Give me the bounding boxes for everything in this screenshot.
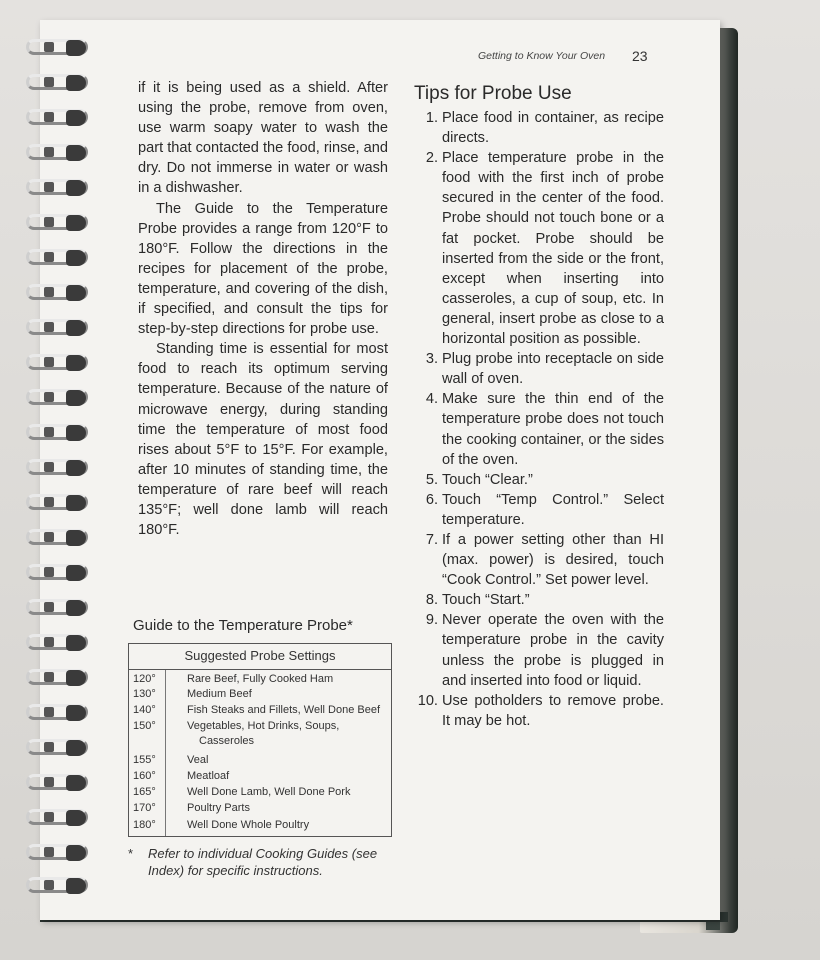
tip-text: Plug probe into receptacle on side wall of oven. bbox=[442, 351, 664, 388]
spiral-coil bbox=[18, 596, 98, 618]
food-cell-continued: Casseroles bbox=[199, 735, 255, 747]
tip-item bbox=[414, 610, 664, 690]
spiral-binding bbox=[18, 36, 98, 896]
spiral-coil bbox=[18, 351, 98, 373]
spiral-coil bbox=[18, 806, 98, 828]
tip-item bbox=[414, 148, 664, 349]
food-cell: Poultry Parts bbox=[187, 802, 250, 814]
tip-number: 10. bbox=[417, 692, 438, 709]
left-column bbox=[138, 78, 388, 540]
spiral-coil bbox=[18, 701, 98, 723]
food-cell: Medium Beef bbox=[187, 688, 252, 700]
tip-number: 8. bbox=[425, 592, 438, 609]
spiral-coil bbox=[18, 36, 98, 58]
food-cell: Fish Steaks and Fillets, Well Done Beef bbox=[187, 704, 380, 716]
tip-text: Place food in container, as recipe directs. bbox=[442, 110, 664, 147]
temp-cell: 130° bbox=[133, 688, 156, 700]
food-cell: Well Done Whole Poultry bbox=[187, 819, 310, 831]
temp-cell: 150° bbox=[133, 720, 156, 732]
tip-number: 9. bbox=[425, 612, 438, 629]
temp-cell: 155° bbox=[133, 754, 156, 766]
food-cell: Veal bbox=[187, 754, 209, 766]
tip-text: Touch “Clear.” bbox=[442, 471, 533, 488]
tip-number: 5. bbox=[425, 471, 438, 488]
spiral-coil bbox=[18, 176, 98, 198]
tip-text: If a power setting other than HI (max. power) is desired, touch “Cook Control.” Set power level. bbox=[442, 531, 664, 589]
tip-item bbox=[414, 530, 664, 590]
temp-cell: 120° bbox=[133, 673, 156, 685]
spiral-coil bbox=[18, 736, 98, 758]
spiral-coil bbox=[18, 211, 98, 233]
spiral-coil bbox=[18, 316, 98, 338]
spiral-coil bbox=[18, 141, 98, 163]
body-paragraph: if it is being used as a shield. After using the probe, remove from oven, use warm soapy water to wash the part that contacted the food, rinse, and dry. Do not immerse in water or wash in a dishwasher. bbox=[138, 80, 388, 197]
tip-item bbox=[414, 691, 664, 731]
food-cell: Meatloaf bbox=[187, 770, 230, 782]
tip-item bbox=[414, 590, 664, 610]
body-paragraph: Standing time is essential for most food to reach its optimum serving temperature. Because of the nature of microwave energy, during standing time the temperature of most food rises about 5°F to 15°F. For example, after 10 minutes of standing time, the temperature of rare beef will reach 135°F; well done lamb will reach 180°F. bbox=[138, 341, 388, 539]
footnote-mark: * bbox=[128, 846, 134, 861]
tip-text: Place temperature probe in the food with the first inch of probe secured in the center of the food. Probe should not touch bone or a fat pocket. Probe should be inserted from the side or the front, except when inserting into casseroles, a cup of soup, etc. In general, insert probe as close to a horizontal position as possible. bbox=[442, 150, 664, 348]
spiral-coil bbox=[18, 456, 98, 478]
tip-number: 6. bbox=[425, 491, 438, 508]
tip-item bbox=[414, 490, 664, 530]
spiral-coil bbox=[18, 421, 98, 443]
tip-item bbox=[414, 349, 664, 389]
tips-list bbox=[414, 108, 664, 731]
tip-text: Never operate the oven with the temperature probe in the cavity unless the probe is plugged in and inserted into food or liquid. bbox=[442, 612, 664, 689]
tip-number: 1. bbox=[425, 110, 438, 126]
spiral-coil bbox=[18, 771, 98, 793]
food-cell: Well Done Lamb, Well Done Pork bbox=[187, 786, 351, 798]
tip-text: Touch “Start.” bbox=[442, 592, 530, 609]
tip-number: 7. bbox=[425, 531, 438, 548]
temp-cell: 160° bbox=[133, 770, 156, 782]
food-cell: Rare Beef, Fully Cooked Ham bbox=[187, 673, 334, 685]
tip-text: Touch “Temp Control.” Select temperature. bbox=[442, 491, 664, 528]
spiral-coil bbox=[18, 281, 98, 303]
tip-item bbox=[414, 108, 664, 148]
tip-text: Make sure the thin end of the temperature probe does not touch the cooking container, or the sides of the oven. bbox=[442, 391, 664, 468]
spiral-coil bbox=[18, 841, 98, 863]
spiral-coil bbox=[18, 491, 98, 513]
running-header: Getting to Know Your Oven bbox=[478, 50, 606, 62]
page-number: 23 bbox=[632, 48, 648, 64]
spiral-coil bbox=[18, 386, 98, 408]
spiral-coil bbox=[18, 666, 98, 688]
guide-title: Guide to the Temperature Probe* bbox=[133, 617, 353, 634]
spiral-coil bbox=[18, 631, 98, 653]
spiral-coil bbox=[18, 106, 98, 128]
tip-item bbox=[414, 470, 664, 490]
spiral-coil bbox=[18, 246, 98, 268]
tip-number: 2. bbox=[425, 150, 438, 167]
food-cell: Vegetables, Hot Drinks, Soups, bbox=[187, 720, 340, 732]
temp-cell: 165° bbox=[133, 786, 156, 798]
probe-settings-table bbox=[128, 643, 392, 837]
temp-cell: 180° bbox=[133, 819, 156, 831]
table-header: Suggested Probe Settings bbox=[129, 644, 391, 670]
tip-number: 4. bbox=[425, 391, 438, 408]
tip-item bbox=[414, 389, 664, 469]
column-divider bbox=[165, 670, 166, 836]
body-paragraph: The Guide to the Temperature Probe provides a range from 120°F to 180°F. Follow the directions in the recipes for placement of the probe, temperature, and covering of the dish, if specified, and consult the tips for step-by-step directions for probe use. bbox=[138, 200, 388, 338]
spiral-coil bbox=[18, 874, 98, 896]
spiral-coil bbox=[18, 526, 98, 548]
tip-text: Use potholders to remove probe. It may be hot. bbox=[442, 692, 664, 729]
spiral-coil bbox=[18, 561, 98, 583]
footnote-text: Refer to individual Cooking Guides (see Index) for specific instructions. bbox=[148, 846, 378, 878]
tips-title: Tips for Probe Use bbox=[414, 83, 572, 104]
temp-cell: 170° bbox=[133, 802, 156, 814]
temp-cell: 140° bbox=[133, 704, 156, 716]
spiral-coil bbox=[18, 71, 98, 93]
tip-number: 3. bbox=[425, 351, 438, 368]
